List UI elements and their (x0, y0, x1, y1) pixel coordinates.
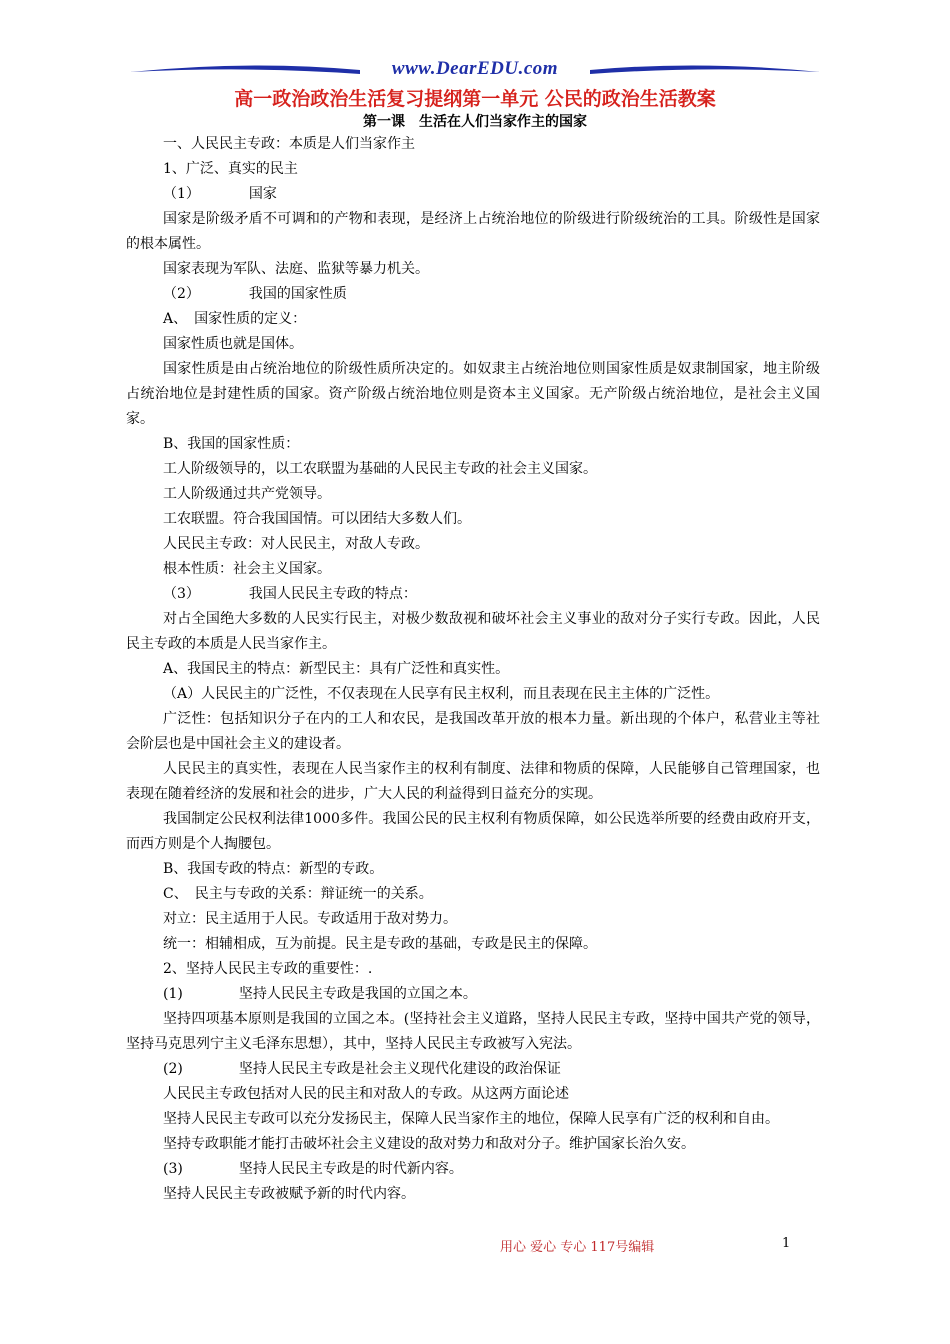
paragraph: (2) 坚持人民民主专政是社会主义现代化建设的政治保证 (163, 1061, 561, 1077)
paragraph: 工人阶级领导的，以工农联盟为基础的人民民主专政的社会主义国家。 (163, 461, 597, 477)
paragraph: 1、广泛、真实的民主 (163, 161, 298, 177)
paragraph: 对立：民主适用于人民。专政适用于敌对势力。 (163, 911, 457, 927)
paragraph: 对占全国绝大多数的人民实行民主，对极少数敌视和破坏社会主义事业的敌对分子实行专政。因此，人民民主专政的本质是人民当家作主。 (126, 611, 820, 652)
paragraph: 人民民主的真实性，表现在人民当家作主的权利有制度、法律和物质的保障，人民能够自己管理国家，也表现在随着经济的发展和社会的进步，广大人民的利益得到日益充分的实现。 (126, 761, 820, 802)
paragraph: 工人阶级通过共产党领导。 (163, 486, 331, 502)
paragraph: 坚持专政职能才能打击破坏社会主义建设的敌对势力和敌对分子。维护国家长治久安。 (163, 1136, 695, 1152)
paragraph: （2） 我国的国家性质 (163, 286, 347, 302)
paragraph: （A）人民民主的广泛性，不仅表现在人民享有民主权利，而且表现在民主主体的广泛性。 (163, 686, 720, 702)
paragraph: 统一：相辅相成，互为前提。民主是专政的基础，专政是民主的保障。 (163, 936, 597, 952)
footer-note: 用心 爱心 专心 117号编辑 (500, 1240, 655, 1255)
paragraph: （1） 国家 (163, 186, 277, 202)
paragraph: 坚持人民民主专政被赋予新的时代内容。 (163, 1186, 415, 1202)
paragraph: A、 国家性质的定义： (163, 311, 307, 327)
paragraph: 国家是阶级矛盾不可调和的产物和表现，是经济上占统治地位的阶级进行阶级统治的工具。阶级性是国家的根本属性。 (126, 211, 820, 252)
paragraph: (1) 坚持人民民主专政是我国的立国之本。 (163, 986, 477, 1002)
document-body (126, 132, 820, 1207)
paragraph: 根本性质：社会主义国家。 (163, 561, 331, 577)
paragraph: 国家表现为军队、法庭、监狱等暴力机关。 (163, 261, 429, 277)
paragraph: 坚持四项基本原则是我国的立国之本。(坚持社会主义道路，坚持人民民主专政，坚持中国共产党的领导，坚持马克思列宁主义毛泽东思想），其中，坚持人民民主专政被写入宪法。 (126, 1011, 820, 1052)
paragraph: B、我国的国家性质： (163, 436, 300, 452)
paragraph: B、我国专政的特点：新型的专政。 (163, 861, 384, 877)
paragraph: 工农联盟。符合我国国情。可以团结大多数人们。 (163, 511, 471, 527)
paragraph: 人民民主专政包括对人民的民主和对敌人的专政。从这两方面论述 (163, 1086, 569, 1102)
paragraph: 2、坚持人民民主专政的重要性：. (163, 961, 373, 977)
paragraph: C、 民主与专政的关系：辩证统一的关系。 (163, 886, 433, 902)
paragraph: 国家性质是由占统治地位的阶级性质所决定的。如奴隶主占统治地位则国家性质是奴隶制国家，地主阶级占统治地位是封建性质的国家。资产阶级占统治地位则是资本主义国家。无产阶级占统治地位，是社会主义国家。 (126, 361, 820, 427)
paragraph: 人民民主专政：对人民民主，对敌人专政。 (163, 536, 429, 552)
paragraph: (3) 坚持人民民主专政是的时代新内容。 (163, 1161, 463, 1177)
paragraph: 我国制定公民权利法律1000多件。我国公民的民主权利有物质保障，如公民选举所要的经费由政府开支，而西方则是个人掏腰包。 (126, 811, 820, 852)
paragraph: A、我国民主的特点：新型民主：具有广泛性和真实性。 (163, 661, 510, 677)
document-title: 高一政治政治生活复习提纲第一单元 公民的政治生活教案 (234, 88, 716, 110)
paragraph: 坚持人民民主专政可以充分发扬民主，保障人民当家作主的地位，保障人民享有广泛的权利和自由。 (163, 1111, 779, 1127)
page-number: 1 (782, 1236, 791, 1251)
paragraph: 国家性质也就是国体。 (163, 336, 303, 352)
paragraph: （3） 我国人民民主专政的特点： (163, 586, 417, 602)
site-logo-text: www.DearEDU.com (391, 58, 559, 79)
paragraph: 广泛性：包括知识分子在内的工人和农民，是我国改革开放的根本力量。新出现的个体户，私营业主等社会阶层也是中国社会主义的建设者。 (126, 711, 820, 752)
lesson-subtitle: 第一课 生活在人们当家作主的国家 (363, 114, 587, 130)
paragraph: 一、人民民主专政：本质是人们当家作主 (163, 136, 415, 152)
